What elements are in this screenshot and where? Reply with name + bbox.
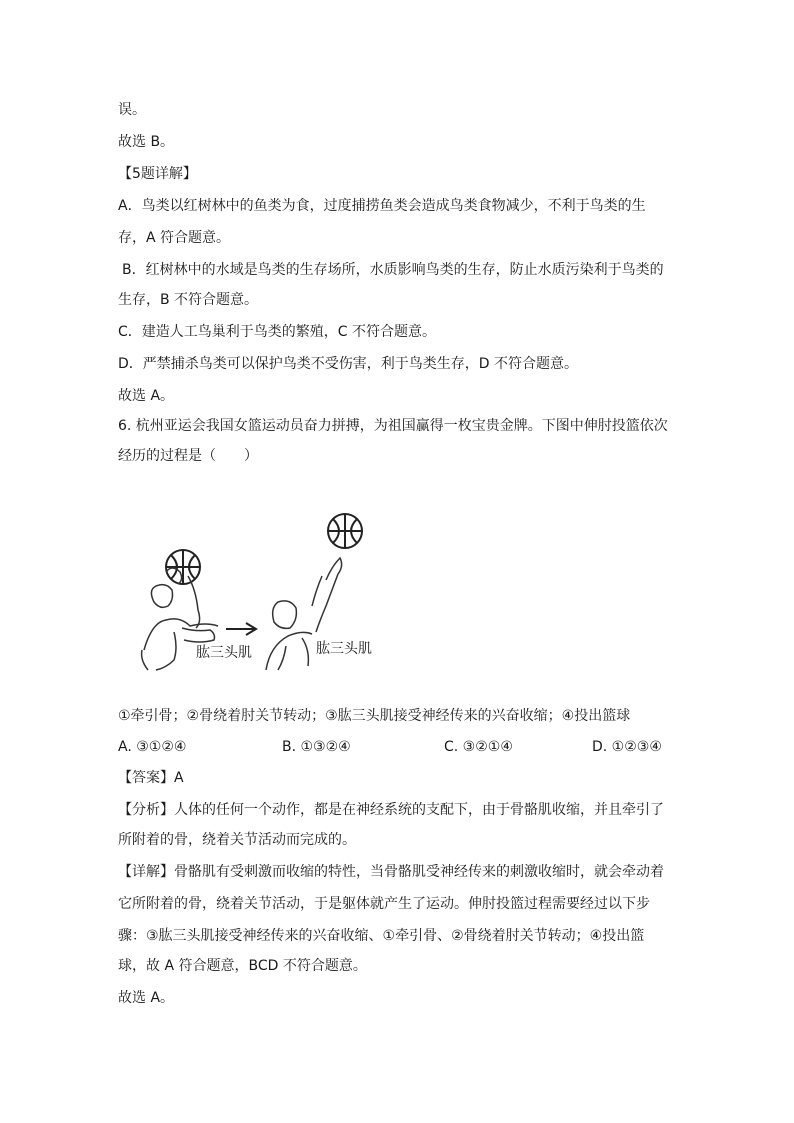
text-line: 存，A 符合题意。: [118, 230, 231, 246]
text-line: D．严禁捕杀鸟类可以保护鸟类不受伤害，利于鸟类生存，D 不符合题意。: [118, 356, 579, 372]
muscle-label: 肱三头肌: [316, 641, 372, 657]
text-line: B．红树林中的水域是鸟类的生存场所，水质影响鸟类的生存，防止水质污染利于鸟类的: [122, 262, 664, 278]
analysis-line: 所附着的骨，绕着关节活动而完成的。: [118, 832, 356, 848]
answer-line: 【答案】A: [118, 770, 184, 786]
option-d: D. ①②③④: [592, 739, 662, 755]
option-b: B. ①③②④: [282, 739, 351, 755]
muscle-label: 肱三头肌: [196, 645, 252, 661]
text-line: C．建造人工鸟巢利于鸟类的繁殖，C 不符合题意。: [118, 324, 436, 340]
basketball-icon: [166, 550, 200, 584]
detail-line: 骤：③肱三头肌接受神经传来的兴奋收缩、①牵引骨、②骨绕着肘关节转动；④投出篮: [118, 928, 645, 944]
option-a: A. ③①②④: [118, 739, 187, 755]
shooting-figure: [126, 510, 386, 680]
text-line: 误。: [118, 102, 146, 118]
process-steps: ①牵引骨；②骨绕着肘关节转动；③肱三头肌接受神经传来的兴奋收缩；④投出篮球: [118, 708, 631, 724]
basketball-icon: [328, 514, 362, 548]
text-line: 故选 A。: [118, 388, 175, 404]
analysis-line: 【分析】人体的任何一个动作，都是在神经系统的支配下，由于骨骼肌收缩，并且牵引了: [118, 802, 664, 818]
text-line: 生存，B 不符合题意。: [118, 292, 259, 308]
final-answer-line: 故选 A。: [118, 990, 175, 1006]
detail-line: 球，故 A 符合题意，BCD 不符合题意。: [118, 958, 367, 974]
option-c: C. ③②①④: [444, 739, 513, 755]
detail-line: 它所附着的骨，绕着关节活动，于是躯体就产生了运动。伸肘投篮过程需要经过以下步: [118, 896, 650, 912]
text-line: A．鸟类以红树林中的鱼类为食，过度捕捞鱼类会造成鸟类食物减少，不利于鸟类的生: [118, 198, 646, 214]
text-line: 故选 B。: [118, 134, 175, 150]
arrow-right-icon: [226, 623, 256, 635]
detail-line: 【详解】骨骼肌有受刺激而收缩的特性，当骨骼肌受神经传来的刺激收缩时，就会牵动着: [118, 864, 664, 880]
section-heading: 【5题详解】: [118, 166, 197, 182]
question-stem: 经历的过程是（ ）: [118, 448, 258, 464]
question-stem: 6. 杭州亚运会我国女篮运动员奋力拼搏，为祖国赢得一枚宝贵金牌。下图中伸肘投篮依次: [118, 418, 668, 434]
